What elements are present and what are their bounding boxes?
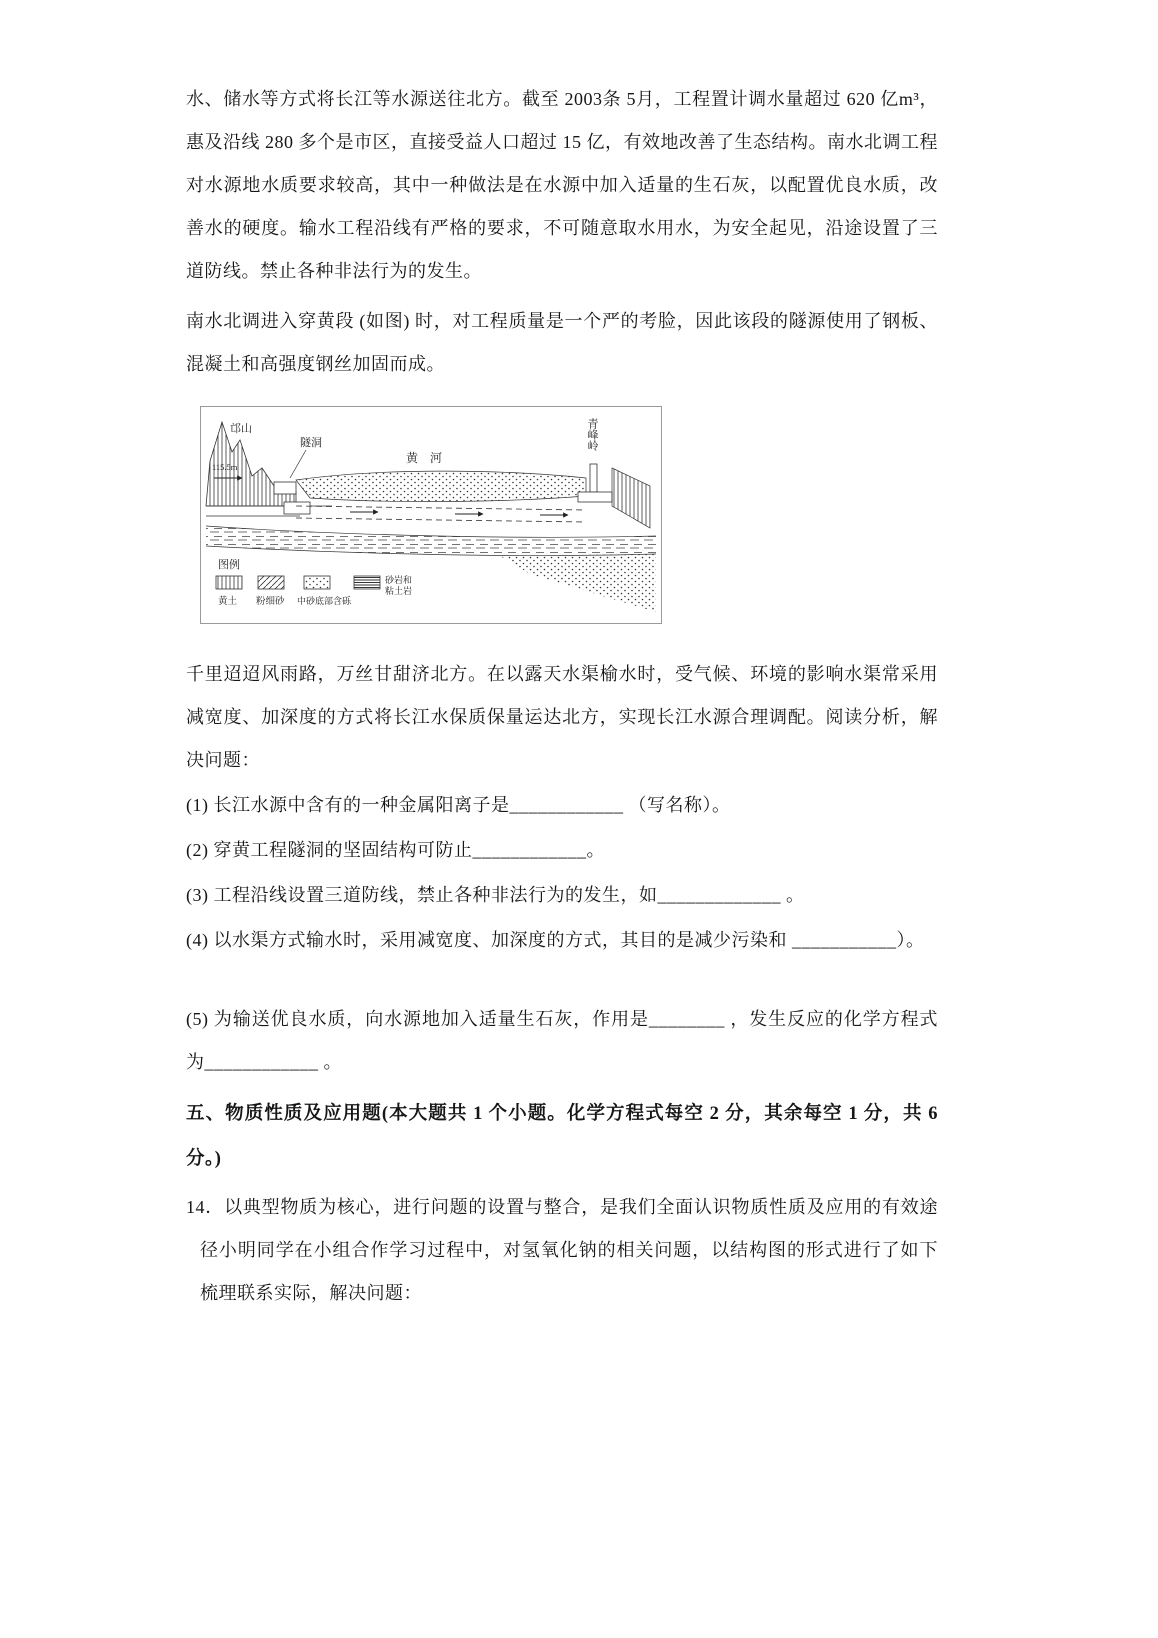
riverbed-sand-layer <box>296 471 586 501</box>
page-content <box>186 78 938 1315</box>
qingfengling-label: 青峰岭 <box>586 418 598 451</box>
question-4: (4) 以水渠方式输水时，采用减宽度、加深度的方式，其目的是减少污染和 ___________）。 <box>186 930 925 950</box>
intro-paragraph: 水、储水等方式将长江等水源送往北方。截至 2003条 5月，工程置计调水量超过 620 亿m³，惠及沿线 280 多个是市区，直接受益人口超过 15 亿，有效地改善了生态结构。南水北调工程对水源地水质要求较高，其中一种做法是在水源中加入适量的生石灰，以配置优良水质，改善水的硬度。输水工程沿线有严格的要求，不可随意取水用水，为安全起见，沿途设置了三道防线。禁止各种非法行为的发生。 <box>186 89 938 281</box>
question-3: (3) 工程沿线设置三道防线，禁止各种非法行为的发生，如_____________ 。 <box>186 885 805 905</box>
tunnel-quality-paragraph: 南水北调进入穿黄段 (如图) 时，对工程质量是一个严的考脸，因此该段的隧源使用了钢板、混凝土和高强度钢丝加固而成。 <box>186 311 938 374</box>
elevation-label: 115.5m <box>212 462 238 472</box>
mangshan-label: 邙山 <box>230 423 252 435</box>
river-label: 黄 河 <box>406 451 443 465</box>
crossing-diagram <box>200 406 662 624</box>
question-5: (5) 为输送优良水质，向水源地加入适量生石灰，作用是________ ，发生反应的化学方程式为____________ 。 <box>186 1009 938 1072</box>
legend-label-rock-line2: 粘土岩 <box>385 586 413 596</box>
legend-swatch-rock <box>354 576 380 589</box>
tunnel-label: 隧洞 <box>300 437 322 449</box>
legend-label-rock-line1: 砂岩和 <box>385 575 413 585</box>
legend-swatch-fine-sand <box>258 576 284 589</box>
legend-label-loess: 黄土 <box>218 597 238 607</box>
legend-title: 图例 <box>218 559 240 571</box>
legend-swatch-medium-sand <box>304 576 330 589</box>
canal-paragraph: 千里迢迢风雨路，万丝甘甜济北方。在以露天水渠榆水时，受气候、环境的影响水渠常采用减宽度、加深度的方式将长江水保质保量运达北方，实现长江水源合理调配。阅读分析，解决问题： <box>186 664 938 770</box>
question-2: (2) 穿黄工程隧洞的坚固结构可防止____________。 <box>186 840 605 860</box>
question-1: (1) 长江水源中含有的一种金属阳离子是____________ （写名称）。 <box>186 795 731 815</box>
yellow-river-crossing-figure <box>200 406 938 629</box>
section-5-heading: 五、物质性质及应用题(本大题共 1 个小题。化学方程式每空 2 分，其余每空 1 分，共 6 分。) <box>186 1104 938 1169</box>
legend-swatch-loess <box>216 576 242 589</box>
legend-label-medium-sand: 中砂底部含砾 <box>297 596 352 606</box>
item-14-paragraph: 14．以典型物质为核心，进行问题的设置与整合，是我们全面认识物质性质及应用的有效途径小明同学在小组合作学习过程中，对氢氧化钠的相关问题，以结构图的形式进行了如下梳理联系实际，解决问题： <box>186 1197 938 1303</box>
legend-label-fine-sand: 粉细砂 <box>256 597 285 607</box>
